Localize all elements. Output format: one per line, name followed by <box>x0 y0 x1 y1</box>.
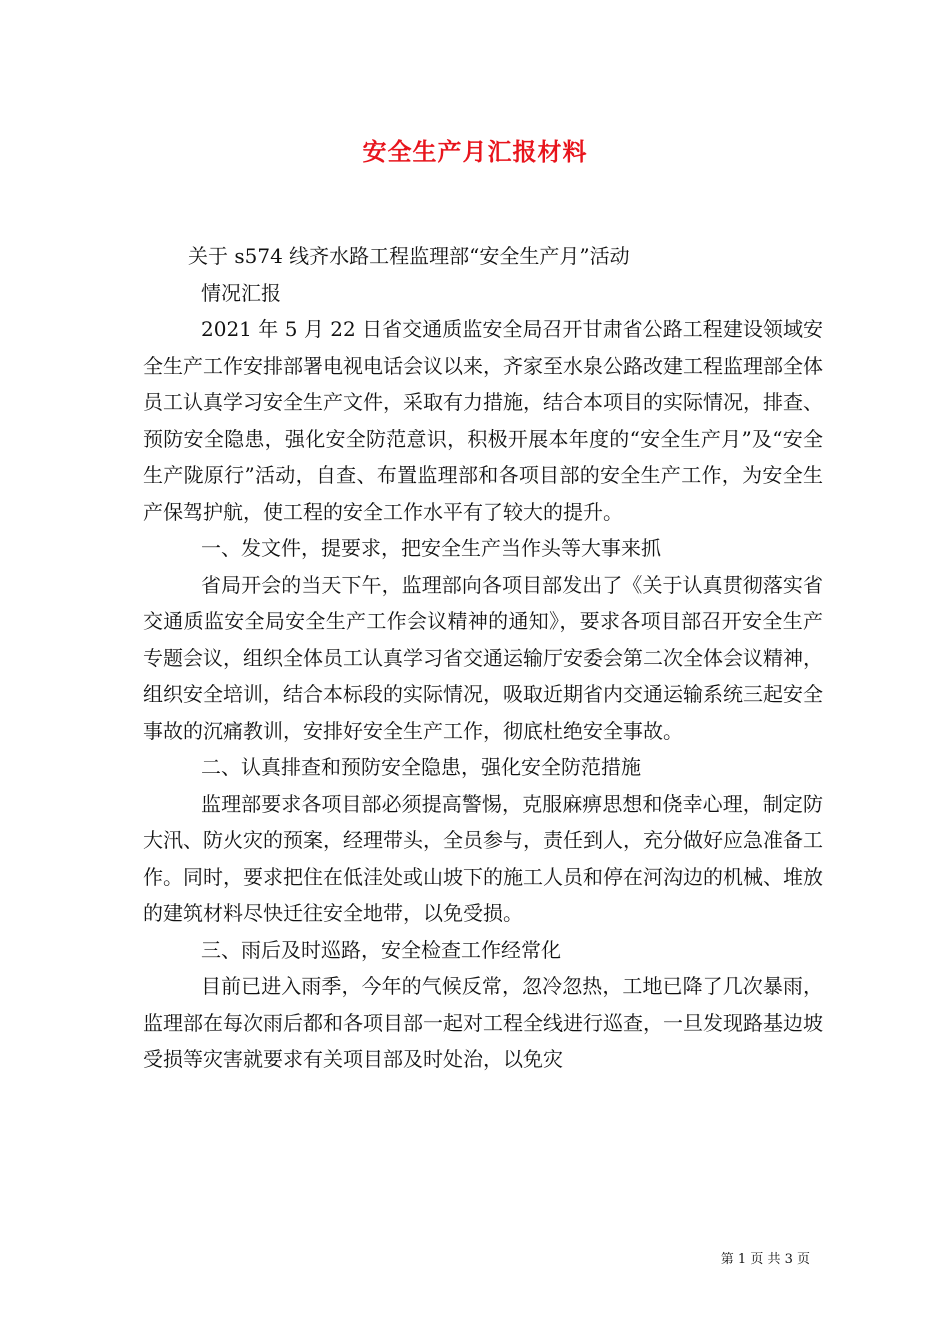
section-heading-1: 一、发文件，提要求，把安全生产当作头等大事来抓 <box>201 536 661 560</box>
document-title: 安全生产月汇报材料 <box>362 137 588 166</box>
paragraph-section-2: 监理部要求各项目部必须提高警惕，克服麻痹思想和侥幸心理，制定防大汛、防火灾的预案，经理带头，全员参与，责任到人，充分做好应急准备工作。同时，要求把住在低洼处或山坡下的施工人员和停在河沟边的机械、堆放的建筑材料尽快迁往安全地带，以免受损。 <box>143 791 823 925</box>
paragraph-section-3: 目前已进入雨季，今年的气候反常，忽冷忽热，工地已降了几次暴雨，监理部在每次雨后都和各项目部一起对工程全线进行巡查，一旦发现路基边坡受损等灾害就要求有关项目部及时处治，以免灾 <box>143 974 823 1071</box>
subtitle-line-1: 关于 s574 线齐水路工程监理部“安全生产月”活动 <box>188 244 630 268</box>
subtitle-line-2: 情况汇报 <box>201 280 281 305</box>
paragraph-section-1: 省局开会的当天下午，监理部向各项目部发出了《关于认真贯彻落实省交通质监安全局安全生产工作会议精神的通知》，要求各项目部召开安全生产专题会议，组织全体员工认真学习省交通运输厅安委会第二次全体会议精神，组织安全培训，结合本标段的实际情况，吸取近期省内交通运输系统三起安全事故的沉痛教训，安排好安全生产工作，彻底杜绝安全事故。 <box>143 572 823 743</box>
paragraph-intro: 2021 年 5 月 22 日省交通质监安全局召开甘肃省公路工程建设领域安全生产工作安排部署电视电话会议以来，齐家至水泉公路改建工程监理部全体员工认真学习安全生产文件，采取有力措施，结合本项目的实际情况，排查、预防安全隐患，强化安全防范意识，积极开展本年度的“安全生产月”及“安全生产陇原行”活动，自查、布置监理部和各项目部的安全生产工作，为安全生产保驾护航，使工程的安全工作水平有了较大的提升。 <box>143 317 823 524</box>
page-number-footer: 第 1 页 共 3 页 <box>720 1252 810 1267</box>
document-body <box>143 238 823 1078</box>
section-heading-3: 三、雨后及时巡路，安全检查工作经常化 <box>201 937 561 962</box>
section-heading-2: 二、认真排查和预防安全隐患，强化安全防范措施 <box>201 755 641 779</box>
